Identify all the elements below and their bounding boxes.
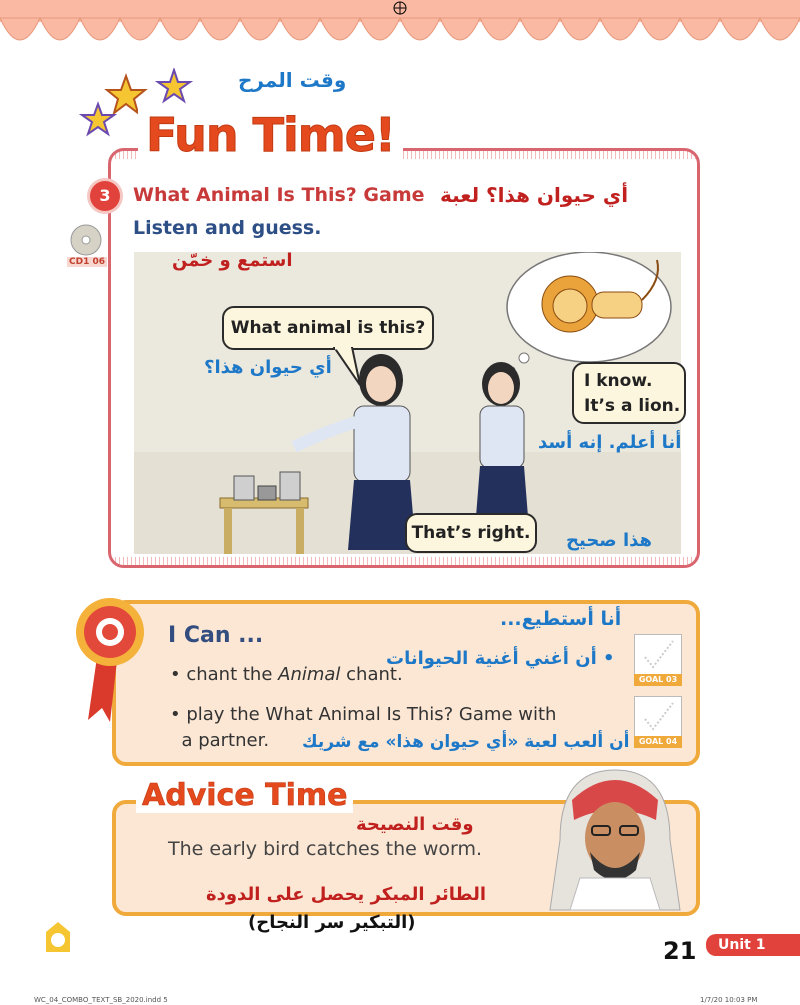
speech-bubble-answer	[572, 362, 686, 424]
bubble-tail	[330, 347, 370, 387]
answer-line-1: I know.	[584, 371, 653, 391]
goal-checkbox-04[interactable]	[634, 696, 682, 748]
top-banner	[0, 0, 800, 56]
fun-time-arabic-title: وقت المرح	[238, 68, 347, 92]
bubble-answer-arabic: أنا أعلم. إنه أسد	[538, 432, 682, 453]
speech-bubble-question: What animal is this?	[222, 306, 434, 350]
publisher-logo	[40, 918, 76, 958]
advice-translation-2: (التبكير سر النجاح)	[248, 912, 416, 933]
bubble-confirm-arabic: هذا صحيح	[566, 530, 653, 551]
i-can-item-game-line1: play the What Animal Is This? Game with	[186, 704, 557, 725]
cd-track-label: CD1 06	[69, 257, 105, 267]
advice-title: Advice Time	[136, 778, 353, 813]
unit-tag: Unit 1	[706, 934, 800, 956]
goal-04-label: GOAL 04	[634, 736, 682, 748]
advice-translation-1: الطائر المبكر يحصل على الدودة	[206, 884, 487, 905]
bubble-question-arabic: أي حيوان هذا؟	[204, 357, 332, 378]
i-can-item-chant: • chant the Animal chant.	[170, 664, 403, 685]
print-footer-right: 1/7/20 10:03 PM	[700, 996, 758, 1004]
i-can-item-game-line2: a partner.	[181, 730, 270, 751]
i-can-title-arabic: أنا أستطيع...	[500, 608, 622, 630]
activity-instruction: Listen and guess.	[133, 217, 322, 239]
i-can-item-chant-suffix: chant.	[340, 664, 403, 685]
activity-number: 3	[90, 181, 120, 211]
page-number: 21	[663, 937, 697, 965]
goal-03-label: GOAL 03	[634, 674, 682, 686]
activity-title-arabic: أي حيوان هذا؟ لعبة	[440, 183, 629, 207]
activity-title: What Animal Is This? Game	[133, 184, 425, 206]
advice-text: The early bird catches the worm.	[168, 838, 483, 860]
print-footer-left: WC_04_COMBO_TEXT_SB_2020.indd 5	[34, 996, 168, 1004]
i-can-item-game-arabic: أن ألعب لعبة «أي حيوان هذا» مع شريك	[302, 732, 630, 752]
answer-line-2: It’s a lion.	[584, 396, 681, 416]
i-can-item-chant-italic: Animal	[278, 664, 341, 685]
advice-title-arabic: وقت النصيحة	[356, 814, 474, 835]
i-can-item-chant-arabic: • أن أغني أغنية الحيوانات	[386, 648, 615, 669]
goal-checkbox-03[interactable]	[634, 634, 682, 686]
i-can-item-chant-prefix: chant the	[186, 664, 279, 685]
i-can-title: I Can ...	[168, 623, 264, 648]
fun-time-title: Fun Time!	[138, 108, 403, 162]
speech-bubble-confirm: That’s right.	[405, 513, 537, 553]
i-can-item-game: • play the What Animal Is This? Game with a partner.	[170, 704, 557, 751]
instruction-arabic: استمع و خمّن	[172, 250, 293, 271]
advisor-portrait	[540, 760, 690, 920]
ribbon-badge-icon	[70, 590, 150, 730]
